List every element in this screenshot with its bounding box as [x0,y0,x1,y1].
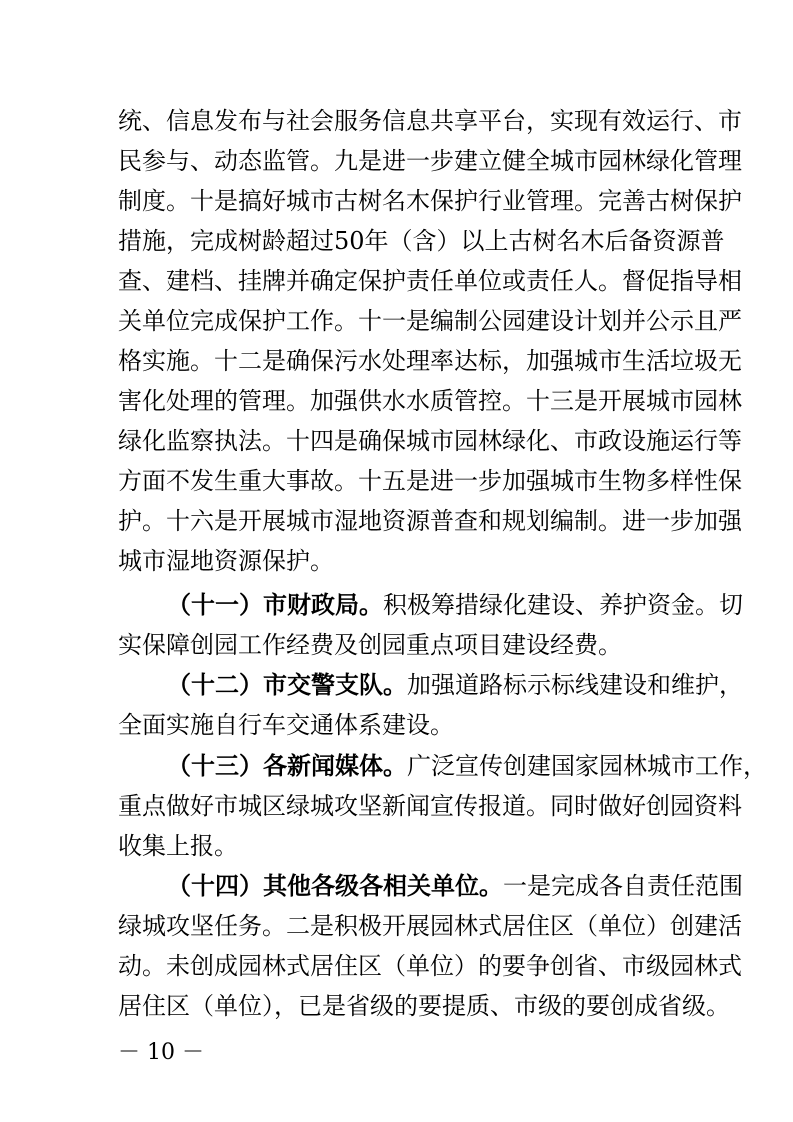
body-line: 绿化监察执法。十四是确保城市园林绿化、市政设施运行等 [118,427,742,455]
body-line: 民参与、动态监管。九是进一步建立健全城市园林绿化管理 [118,147,742,175]
body-line: 收集上报。 [118,832,238,860]
section-body: 广泛宣传创建国家园林城市工作， [407,752,767,780]
body-line: 城市湿地资源保护。 [118,547,334,575]
body-line: 动。未创成园林式居住区（单位）的要争创省、市级园林式 [118,952,742,980]
section-11-line [167,585,743,625]
body-line: 方面不发生重大事故。十五是进一步加强城市生物多样性保 [118,467,742,495]
body-line: 统、信息发布与社会服务信息共享平台，实现有效运行、市 [118,107,742,135]
body-line: 格实施。十二是确保污水处理率达标，加强城市生活垃圾无 [118,347,742,375]
section-heading: （十三）各新闻媒体。 [167,751,407,780]
section-body: 加强道路标示标线建设和维护， [407,671,743,699]
body-line: 制度。十是搞好城市古树名木保护行业管理。完善古树保护 [118,187,742,215]
body-line: 查、建档、挂牌并确定保护责任单位或责任人。督促指导相 [118,267,742,295]
section-heading: （十四）其他各级各相关单位。 [167,871,503,900]
section-13-line [167,746,767,786]
body-line: 护。十六是开展城市湿地资源普查和规划编制。进一步加强 [118,507,742,535]
page-number: － 10 － [118,1040,204,1065]
body-line: 实保障创园工作经费及创园重点项目建设经费。 [118,631,622,659]
body-line: 绿城攻坚任务。二是积极开展园林式居住区（单位）创建活 [118,912,742,940]
section-12-line [167,665,743,705]
section-heading: （十一）市财政局。 [167,590,383,619]
section-body: 积极筹措绿化建设、养护资金。切 [383,591,743,619]
body-line: 重点做好市城区绿城攻坚新闻宣传报道。同时做好创园资料 [118,792,742,820]
section-body: 一是完成各自责任范围 [503,872,743,900]
body-line: 害化处理的管理。加强供水水质管控。十三是开展城市园林 [118,387,742,415]
section-heading: （十二）市交警支队。 [167,670,407,699]
section-14-line [167,866,743,906]
body-line: 措施，完成树龄超过50年（含）以上古树名木后备资源普 [118,227,725,255]
body-line: 全面实施自行车交通体系建设。 [118,711,454,739]
body-line: 居住区（单位），已是省级的要提质、市级的要创成省级。 [118,992,730,1020]
body-line: 关单位完成保护工作。十一是编制公园建设计划并公示且严 [118,307,742,335]
